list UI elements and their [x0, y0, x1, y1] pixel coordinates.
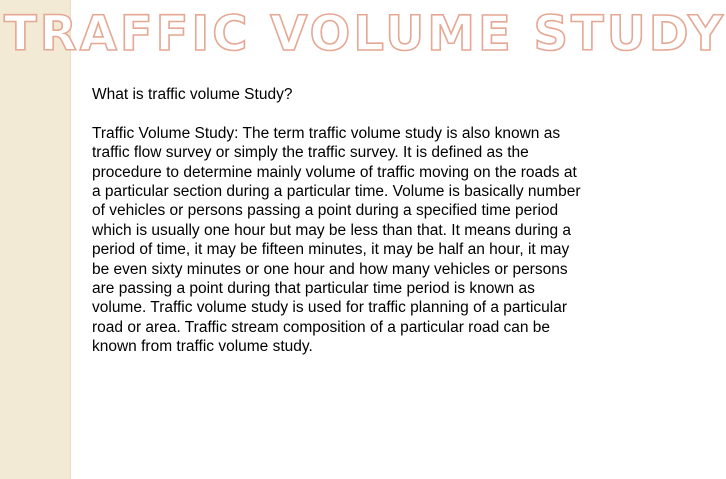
- left-decorative-band: [0, 0, 71, 479]
- slide-content: [92, 85, 612, 357]
- body-line: known from traffic volume study.: [92, 338, 313, 356]
- body-line: volume. Traffic volume study is used for traffic planning of a particular: [92, 299, 567, 317]
- slide-title: TRAFFIC VOLUME STUDY: [4, 6, 726, 62]
- body-line: a particular section during a particular time. Volume is basically number: [92, 183, 581, 201]
- body-line: which is usually one hour but may be less than that. It means during a: [92, 221, 572, 239]
- body-line: Traffic Volume Study: The term traffic volume study is also known as: [92, 124, 561, 142]
- body-line: road or area. Traffic stream composition of a particular road can be: [92, 318, 551, 336]
- body-line: traffic flow survey or simply the traffic survey. It is defined as the: [92, 144, 529, 162]
- body-line: be even sixty minutes or one hour and how many vehicles or persons: [92, 260, 568, 278]
- body-line: procedure to determine mainly volume of traffic moving on the roads at: [92, 163, 577, 181]
- body-paragraph: [92, 124, 612, 357]
- body-line: of vehicles or persons passing a point during a specified time period: [92, 202, 559, 220]
- body-line: period of time, it may be fifteen minutes, it may be half an hour, it may: [92, 241, 570, 259]
- question-heading: What is traffic volume Study?: [92, 86, 293, 103]
- body-line: are passing a point during that particular time period is known as: [92, 280, 535, 298]
